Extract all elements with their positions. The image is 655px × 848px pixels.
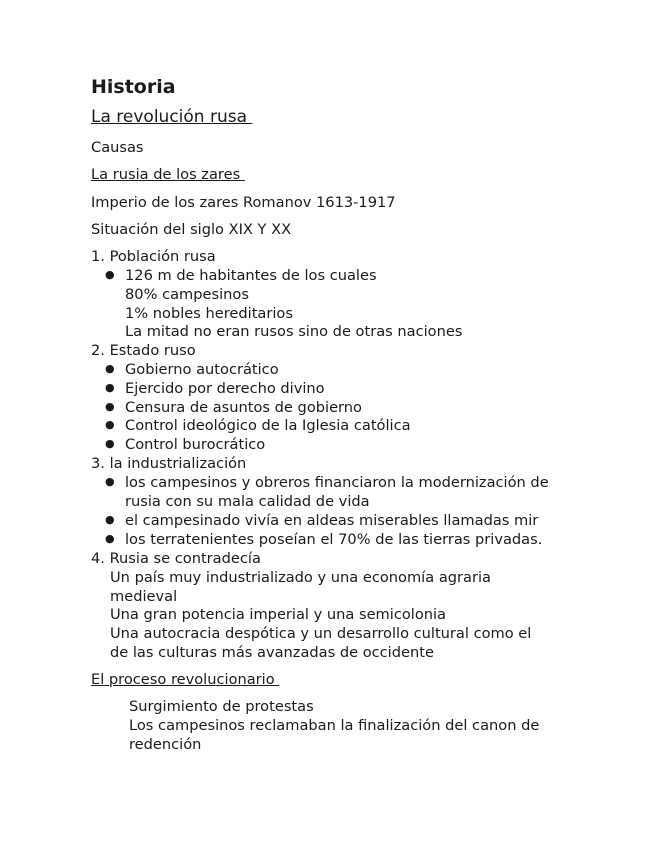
text-line: Los campesinos reclamaban la finalización del canon de (129, 717, 540, 734)
imperio-text: Imperio de los zares Romanov 1613-1917 (91, 194, 396, 211)
list-item: los terratenientes poseían el 70% de las tierras privadas. (125, 531, 543, 548)
section-title: La revolución rusa (91, 107, 253, 127)
bullet-icon: ● (105, 418, 115, 431)
bullet-icon: ● (105, 400, 115, 413)
text-line: medieval (110, 588, 178, 605)
text-line: redención (129, 736, 202, 753)
text-line: de las culturas más avanzadas de occidente (110, 644, 434, 661)
list-item: Control burocrático (125, 436, 266, 453)
bullet-icon: ● (105, 475, 115, 488)
causas-label: Causas (91, 139, 144, 156)
text-line: Una autocracia despótica y un desarrollo cultural como el (110, 625, 532, 642)
list-item: Control ideológico de la Iglesia católica (125, 417, 411, 434)
text-line: Surgimiento de protestas (129, 698, 314, 715)
contradice-heading: 4. Rusia se contradecía (91, 550, 261, 567)
bullet-icon: ● (105, 362, 115, 375)
list-item: 80% campesinos (125, 286, 249, 303)
text-line: Un país muy industrializado y una economía agraria (110, 569, 491, 586)
list-item: 126 m de habitantes de los cuales (125, 267, 377, 284)
situacion-text: Situación del siglo XIX Y XX (91, 221, 292, 238)
bullet-icon: ● (105, 437, 115, 450)
proceso-heading: El proceso revolucionario (91, 671, 280, 688)
list-item: La mitad no eran rusos sino de otras naciones (125, 323, 463, 340)
list-item: Censura de asuntos de gobierno (125, 399, 362, 416)
bullet-icon: ● (105, 532, 115, 545)
industrializacion-heading: 3. la industrialización (91, 455, 247, 472)
bullet-icon: ● (105, 381, 115, 394)
bullet-icon: ● (105, 513, 115, 526)
estado-heading: 2. Estado ruso (91, 342, 196, 359)
zares-heading: La rusia de los zares (91, 166, 245, 183)
list-item: Gobierno autocrático (125, 361, 279, 378)
list-item: el campesinado vivía en aldeas miserables llamadas mir (125, 512, 539, 529)
list-item: los campesinos y obreros financiaron la modernización de (125, 474, 549, 491)
list-item: 1% nobles hereditarios (125, 305, 293, 322)
poblacion-heading: 1. Población rusa (91, 248, 216, 265)
list-item: Ejercido por derecho divino (125, 380, 325, 397)
text-line: Una gran potencia imperial y una semicolonia (110, 606, 447, 623)
page-title: Historia (91, 76, 176, 98)
list-item: rusia con su mala calidad de vida (125, 493, 370, 510)
bullet-icon: ● (105, 268, 115, 281)
